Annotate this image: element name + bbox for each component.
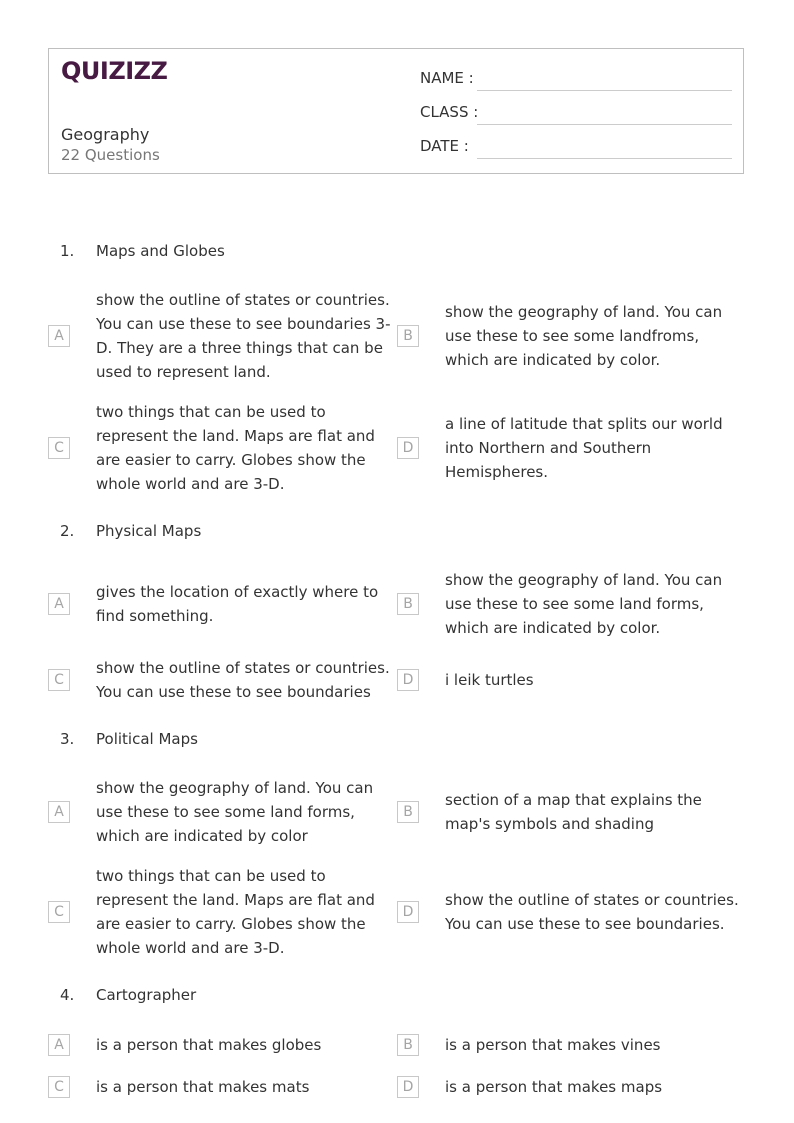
option-b-box[interactable]: B — [397, 593, 419, 615]
option-a-box[interactable]: A — [48, 801, 70, 823]
question-text: Political Maps — [96, 730, 198, 748]
option-a-text: show the geography of land. You can use these to see some land forms, which are indicated by color — [96, 779, 374, 845]
option-d-box[interactable]: D — [397, 901, 419, 923]
option-a-box[interactable]: A — [48, 593, 70, 615]
option-a-text: gives the location of exactly where to find something. — [96, 583, 379, 625]
option-a-box[interactable]: A — [48, 325, 70, 347]
name-label: NAME : — [420, 69, 474, 87]
class-field-line[interactable] — [477, 123, 732, 125]
worksheet-header — [48, 48, 744, 174]
option-c-box[interactable]: C — [48, 901, 70, 923]
option-c-text: show the outline of states or countries. You can use these to see boundaries — [96, 659, 390, 701]
option-a-box[interactable]: A — [48, 1034, 70, 1056]
option-c-text: two things that can be used to represent the land. Maps are flat and are easier to carry. Globes show the whole world and are 3-D. — [96, 403, 375, 493]
question-text: Cartographer — [96, 986, 197, 1004]
option-c-box[interactable]: C — [48, 1076, 70, 1098]
quizizz-logo: QUIZIZZ — [61, 57, 168, 85]
date-label: DATE : — [420, 137, 469, 155]
question-text: Maps and Globes — [96, 242, 225, 260]
option-d-box[interactable]: D — [397, 1076, 419, 1098]
class-label: CLASS : — [420, 103, 479, 121]
option-d-box[interactable]: D — [397, 669, 419, 691]
option-d-text: show the outline of states or countries. You can use these to see boundaries. — [445, 891, 739, 933]
option-b-box[interactable]: B — [397, 801, 419, 823]
worksheet-title: Geography — [61, 125, 150, 144]
date-field-line[interactable] — [477, 157, 732, 159]
option-d-text: a line of latitude that splits our world into Northern and Southern Hemispheres. — [445, 415, 723, 481]
option-d-text: i leik turtles — [445, 671, 534, 689]
option-a-text: is a person that makes globes — [96, 1036, 322, 1054]
option-c-box[interactable]: C — [48, 669, 70, 691]
question-number: 3. — [60, 730, 75, 748]
question-text: Physical Maps — [96, 522, 202, 540]
option-a-text: show the outline of states or countries. You can use these to see boundaries 3-D. They are a three things that can be used to represent land. — [96, 291, 391, 381]
name-field-line[interactable] — [477, 89, 732, 91]
option-b-box[interactable]: B — [397, 325, 419, 347]
option-b-text: is a person that makes vines — [445, 1036, 661, 1054]
option-d-box[interactable]: D — [397, 437, 419, 459]
option-b-text: show the geography of land. You can use these to see some landfroms, which are indicated by color. — [445, 303, 723, 369]
question-count: 22 Questions — [61, 146, 160, 164]
question-number: 2. — [60, 522, 75, 540]
option-b-text: section of a map that explains the map's symbols and shading — [445, 791, 702, 833]
question-number: 1. — [60, 242, 75, 260]
option-b-text: show the geography of land. You can use these to see some land forms, which are indicated by color. — [445, 571, 723, 637]
question-number: 4. — [60, 986, 75, 1004]
option-d-text: is a person that makes maps — [445, 1078, 663, 1096]
option-c-text: two things that can be used to represent the land. Maps are flat and are easier to carry. Globes show the whole world and are 3-D. — [96, 867, 375, 957]
option-b-box[interactable]: B — [397, 1034, 419, 1056]
option-c-box[interactable]: C — [48, 437, 70, 459]
option-c-text: is a person that makes mats — [96, 1078, 310, 1096]
